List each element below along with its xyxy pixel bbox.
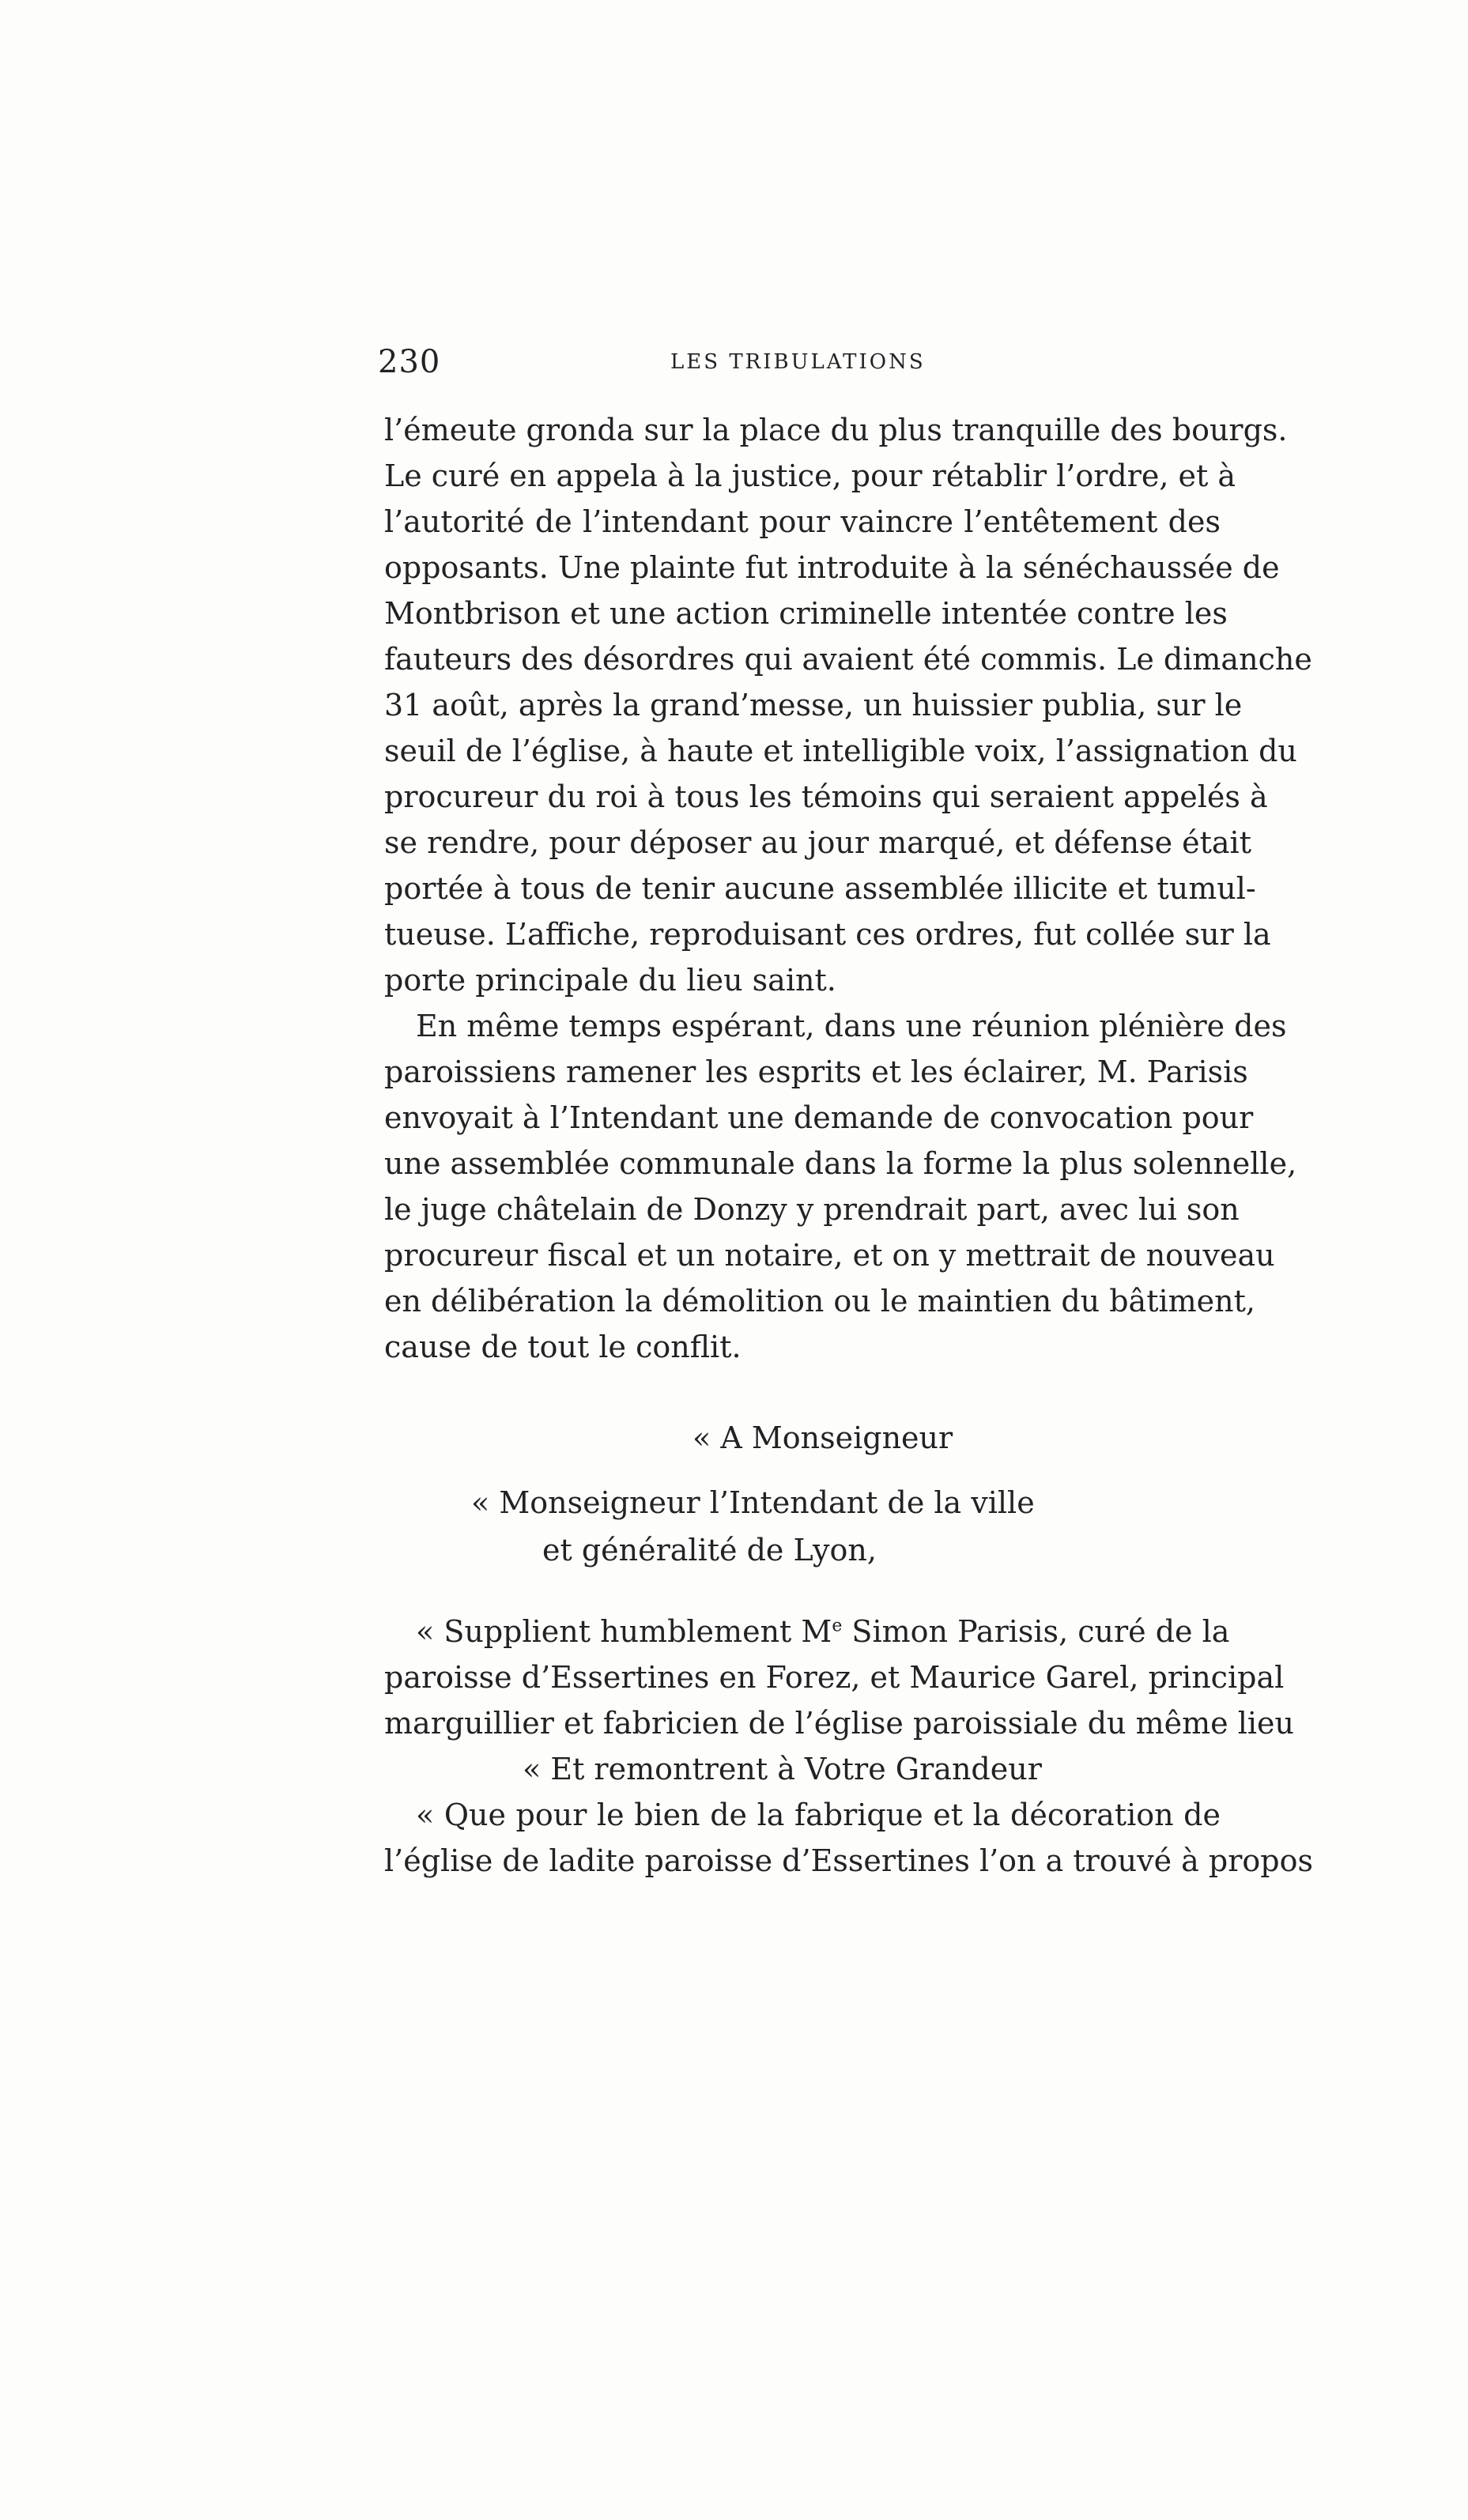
petition-text: Simon Parisis, curé de la: [842, 1614, 1230, 1649]
paragraph-2: [384, 1003, 1297, 1370]
text-line: En même temps espérant, dans une réunion plénière des: [416, 1009, 1287, 1043]
text-line: paroissiens ramener les esprits et les éclairer, M. Parisis: [384, 1054, 1248, 1089]
petition-line: marguillier et fabricien de l’église paroissiale du même lieu: [384, 1706, 1294, 1741]
text-line: opposants. Une plainte fut introduite à la sénéchaussée de: [384, 550, 1280, 585]
petition-block: [384, 1609, 1313, 1884]
text-line: procureur du roi à tous les témoins qui seraient appelés à: [384, 779, 1268, 814]
section-gap: [384, 1370, 1221, 1414]
text-line: procureur fiscal et un notaire, et on y mettrait de nouveau: [384, 1238, 1275, 1273]
page-number: 230: [378, 344, 441, 380]
text-line: l’émeute gronda sur la place du plus tranquille des bourgs.: [384, 413, 1288, 447]
text-line: se rendre, pour déposer au jour marqué, et défense était: [384, 825, 1251, 860]
address-line: « Monseigneur l’Intendant de la ville: [471, 1485, 1035, 1520]
address-line: et généralité de Lyon,: [542, 1533, 877, 1567]
page-header: [378, 344, 1208, 391]
paragraph-1: [384, 407, 1312, 1003]
petition-line: [384, 1609, 1230, 1654]
text-line: l’autorité de l’intendant pour vaincre l’entêtement des: [384, 504, 1221, 539]
text-line: Montbrison et une action criminelle intentée contre les: [384, 596, 1228, 631]
address-line: « A Monseigneur: [692, 1420, 953, 1455]
address-block: [384, 1414, 1221, 1574]
address-spacer: [384, 1462, 1221, 1479]
text-line: cause de tout le conflit.: [384, 1330, 742, 1364]
superscript: e: [832, 1616, 843, 1636]
text-line: envoyait à l’Intendant une demande de convocation pour: [384, 1100, 1254, 1135]
body-text: [384, 407, 1313, 1884]
text-line: fauteurs des désordres qui avaient été commis. Le dimanche: [384, 642, 1312, 677]
text-line: en délibération la démolition ou le maintien du bâtiment,: [384, 1284, 1255, 1318]
running-title: LES TRIBULATIONS: [670, 350, 926, 374]
text-line: une assemblée communale dans la forme la plus solennelle,: [384, 1146, 1297, 1181]
text-line: portée à tous de tenir aucune assemblée illicite et tumul-: [384, 871, 1256, 906]
petition-line: « Et remontrent à Votre Grandeur: [523, 1752, 1042, 1786]
petition-text: « Supplient humblement M: [416, 1614, 832, 1649]
petition-line: « Que pour le bien de la fabrique et la décoration de: [416, 1798, 1221, 1832]
text-line: le juge châtelain de Donzy y prendrait part, avec lui son: [384, 1192, 1240, 1227]
section-gap: [384, 1574, 1221, 1609]
text-line: 31 août, après la grand’messe, un huissier publia, sur le: [384, 688, 1243, 722]
text-line: tueuse. L’affiche, reproduisant ces ordres, fut collée sur la: [384, 917, 1271, 952]
text-line: seuil de l’église, à haute et intelligible voix, l’assignation du: [384, 734, 1297, 768]
text-line: Le curé en appela à la justice, pour rétablir l’ordre, et à: [384, 458, 1236, 493]
petition-line: l’église de ladite paroisse d’Essertines l’on a trouvé à propos: [384, 1843, 1313, 1878]
petition-line: paroisse d’Essertines en Forez, et Maurice Garel, principal: [384, 1660, 1285, 1695]
text-line: porte principale du lieu saint.: [384, 963, 836, 998]
